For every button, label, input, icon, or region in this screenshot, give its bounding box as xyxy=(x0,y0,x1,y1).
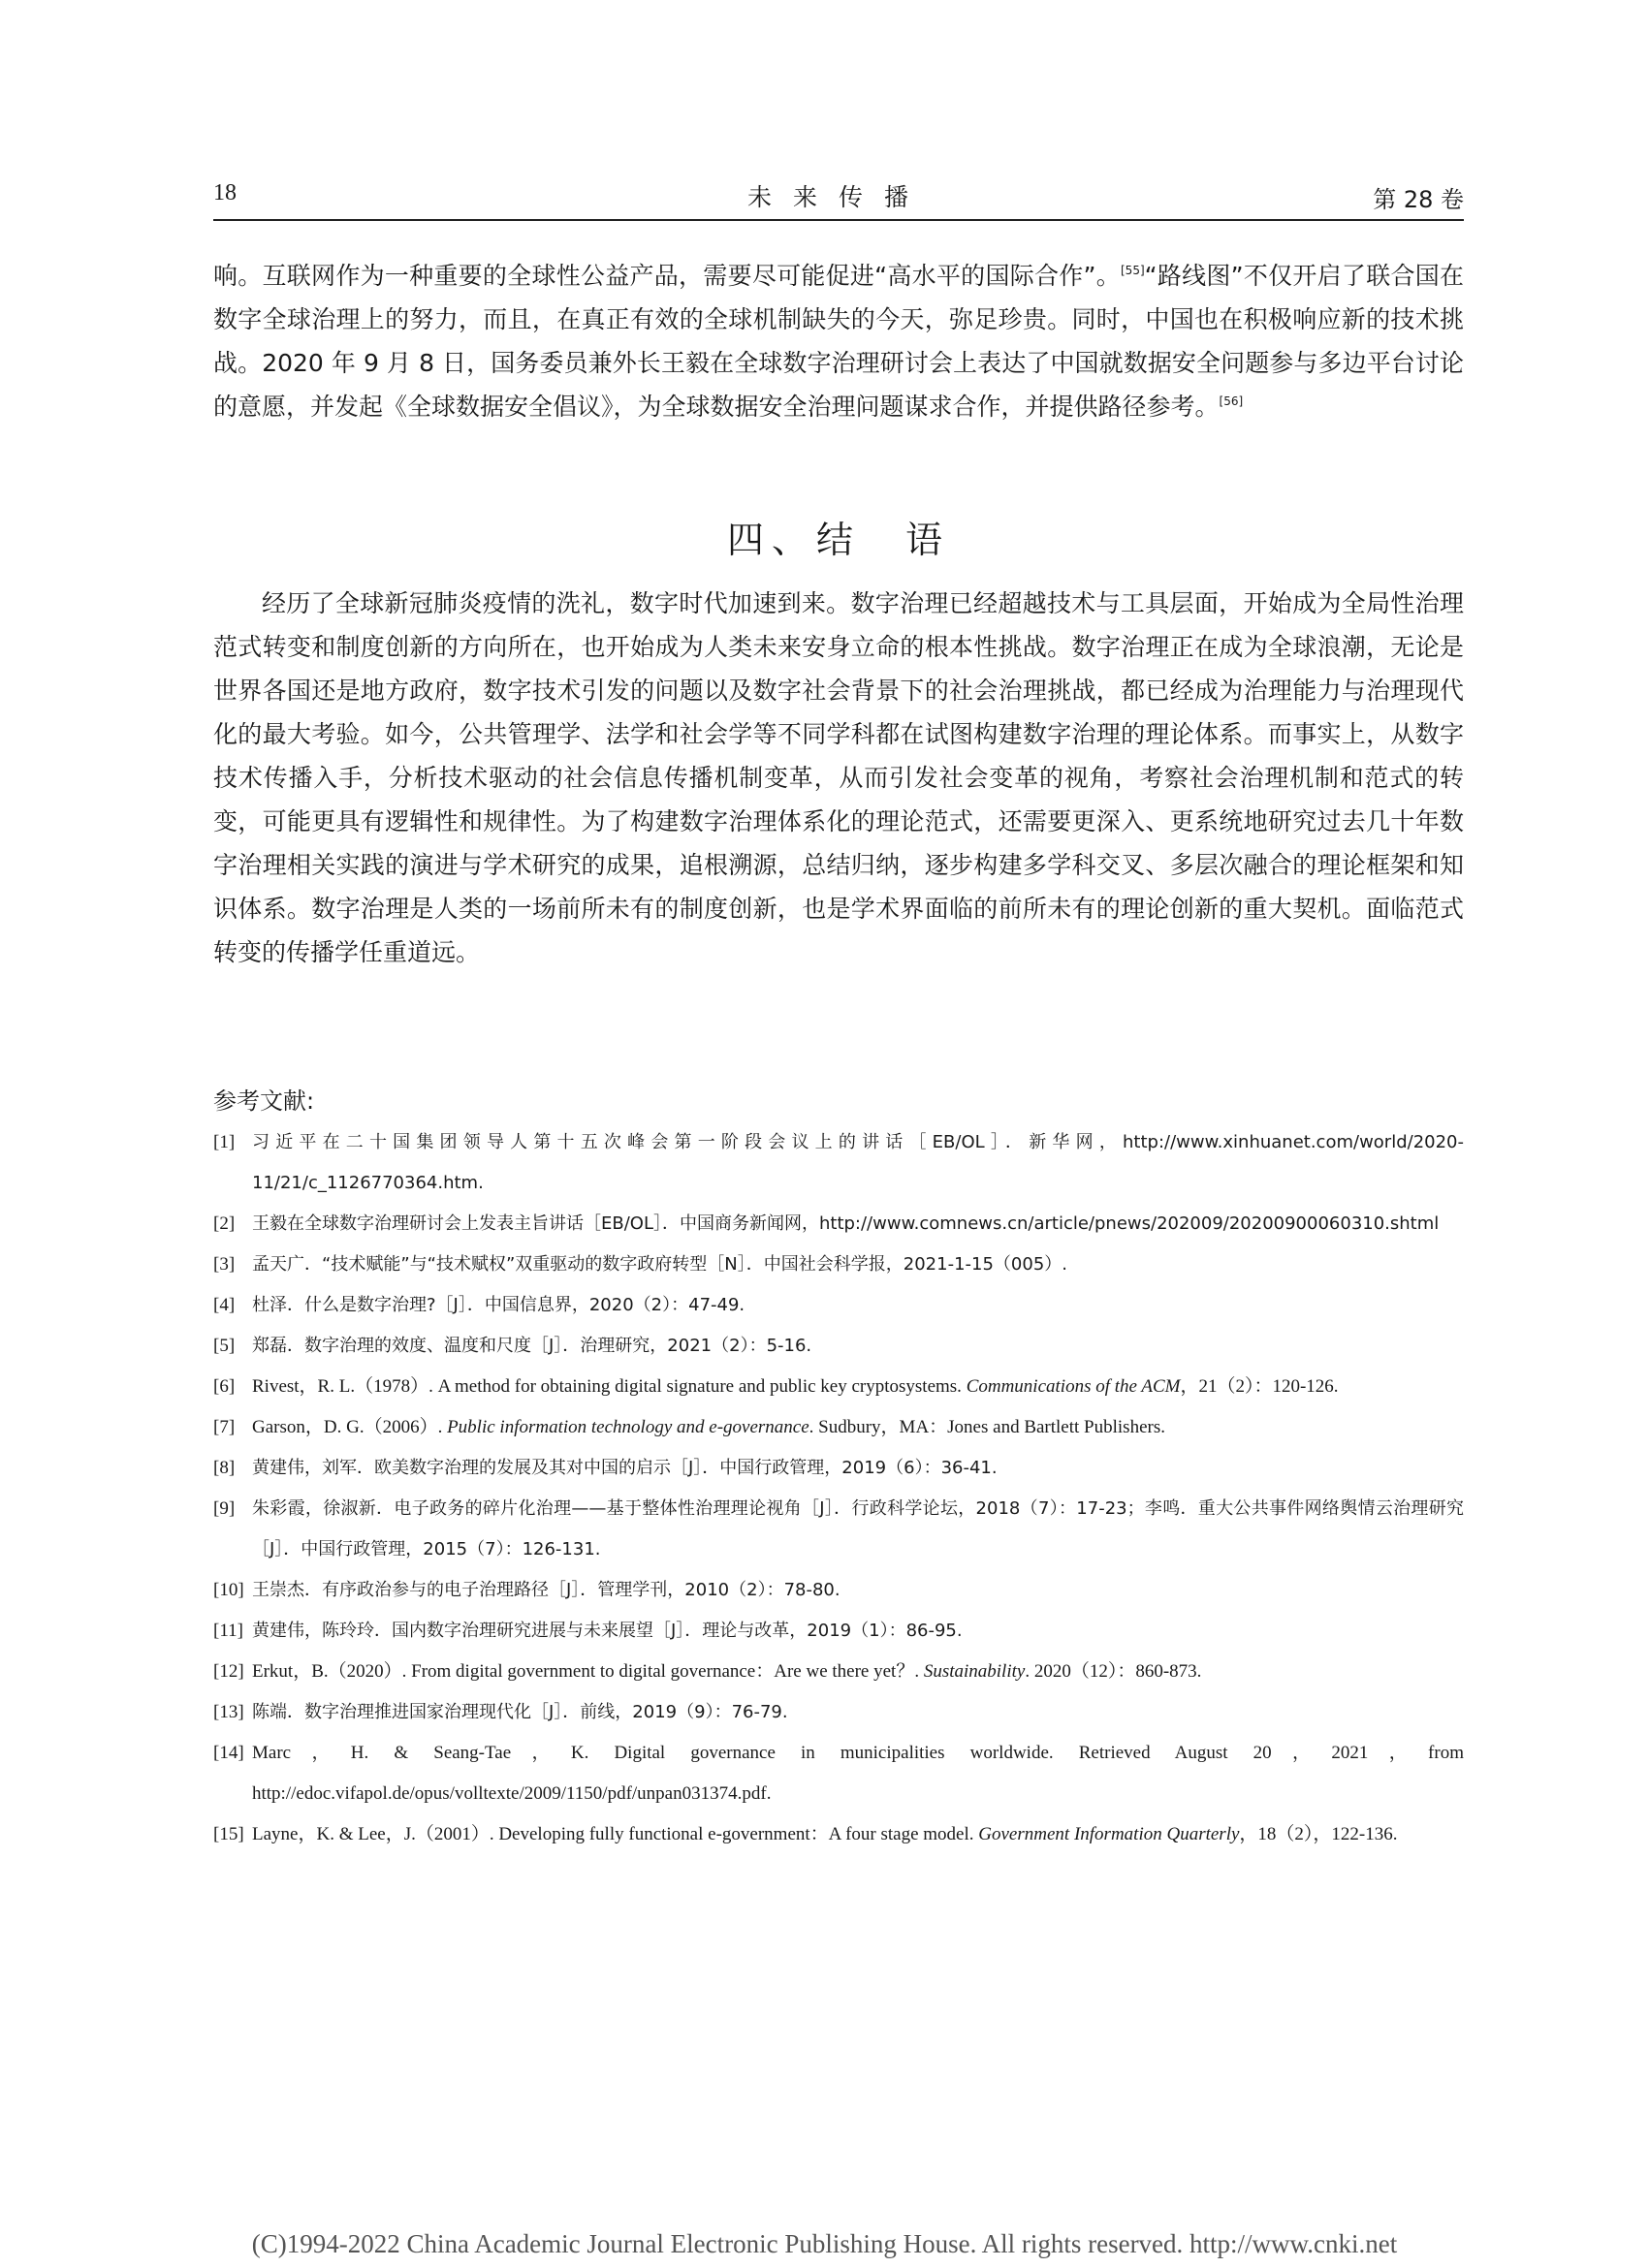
reference-source-title: Communications of the ACM xyxy=(966,1376,1181,1397)
reference-number: [12] xyxy=(213,1661,244,1682)
reference-number: [15] xyxy=(213,1824,244,1844)
reference-text: 王崇杰．有序政治参与的电子治理路径［J］．管理学刊，2010（2）：78-80. xyxy=(252,1580,840,1600)
reference-number: [11] xyxy=(213,1621,243,1641)
reference-number: [9] xyxy=(213,1498,236,1519)
reference-list xyxy=(213,1122,1464,1855)
reference-item xyxy=(213,1489,1464,1570)
reference-text: 黄建伟，陈玲玲．国内数字治理研究进展与未来展望［J］．理论与改革，2019（1）：86-95. xyxy=(252,1621,963,1641)
page-number: 18 xyxy=(213,180,237,205)
paragraph-text: “路线图”不仅开启了联合国在数字全球治理上的努力，而且，在真正有效的全球机制缺失的今天，弥足珍贵。同时，中国也在积极响应新的技术挑战。2020 年 9 月 8 日，国务委员兼外长王毅在全球数字治理研讨会上表达了中国就数据安全问题参与多边平台讨论的意愿，并发起《全球数据安全倡议》，为全球数据安全治理问题谋求合作，并提供路径参考。 xyxy=(213,262,1464,421)
reference-text: 习近平在二十国集团领导人第十五次峰会第一阶段会议上的讲话［EB/OL］．新华网，http://www.xinhuanet.com/world/2020-11/21/c_1126770364.htm. xyxy=(252,1132,1464,1193)
reference-number: [13] xyxy=(213,1702,244,1722)
citation-marker[interactable]: [55] xyxy=(1121,264,1145,277)
reference-number: [5] xyxy=(213,1336,236,1356)
reference-item xyxy=(213,1448,1464,1489)
reference-text: Garson，D. G.（2006）. xyxy=(252,1417,448,1437)
reference-number: [7] xyxy=(213,1417,236,1437)
reference-text: 杜泽．什么是数字治理?［J］．中国信息界，2020（2）：47-49. xyxy=(252,1295,745,1315)
section-heading: 四、结 语 xyxy=(726,519,950,561)
copyright-footer: (C)1994-2022 China Academic Journal Electronic Publishing House. All rights reserved. http://www.cnki.net xyxy=(251,2229,1398,2258)
reference-number: [1] xyxy=(213,1132,236,1152)
reference-item xyxy=(213,1326,1464,1367)
reference-text: ，21（2）：120-126. xyxy=(1180,1376,1339,1397)
reference-number: [4] xyxy=(213,1295,236,1315)
reference-text: Marc，H. & Seang-Tae，K. Digital governance in municipalities worldwide. Retrieved August 20，2021，from http://edoc.vifapol.de/opus/volltexte/2009/1150/pdf/unpan031374.pdf. xyxy=(252,1743,1464,1804)
reference-text: 孟天广．“技术赋能”与“技术赋权”双重驱动的数字政府转型［N］．中国社会科学报，2021-1-15（005）. xyxy=(252,1254,1067,1275)
reference-text: 陈端．数字治理推进国家治理现代化［J］．前线，2019（9）：76-79. xyxy=(252,1702,788,1722)
reference-number: [10] xyxy=(213,1580,244,1600)
reference-text: ，18（2），122-136. xyxy=(1239,1824,1398,1844)
reference-number: [8] xyxy=(213,1458,236,1478)
reference-number: [3] xyxy=(213,1254,236,1275)
citation-marker[interactable]: [56] xyxy=(1219,394,1244,408)
reference-text: Rivest，R. L.（1978）. A method for obtaining digital signature and public key cryptosystems. xyxy=(252,1376,967,1397)
reference-source-title: Government Information Quarterly xyxy=(978,1824,1240,1844)
header-divider xyxy=(213,219,1464,221)
reference-source-title: Public information technology and e-governance xyxy=(447,1417,809,1437)
reference-number: [14] xyxy=(213,1743,244,1763)
reference-text: . 2020（12）：860-873. xyxy=(1025,1661,1202,1682)
volume-label: 第 28 卷 xyxy=(1373,186,1464,213)
reference-text: 王毅在全球数字治理研讨会上发表主旨讲话［EB/OL］．中国商务新闻网，http://www.comnews.cn/article/pnews/202009/20200900060310.shtml xyxy=(252,1213,1440,1234)
reference-item xyxy=(213,1570,1464,1611)
reference-number: [2] xyxy=(213,1213,236,1234)
running-header xyxy=(213,180,1464,213)
paragraph-text: 响。互联网作为一种重要的全球性公益产品，需要尽可能促进“高水平的国际合作”。 xyxy=(213,262,1121,290)
references-heading: 参考文献: xyxy=(213,1087,315,1115)
reference-item xyxy=(213,1692,1464,1733)
reference-item xyxy=(213,1122,1464,1204)
reference-item xyxy=(213,1204,1464,1244)
reference-item xyxy=(213,1407,1464,1448)
reference-text: 郑磊．数字治理的效度、温度和尺度［J］．治理研究，2021（2）：5-16. xyxy=(252,1336,812,1356)
reference-text: 黄建伟，刘军．欧美数字治理的发展及其对中国的启示［J］．中国行政管理，2019（6）：36-41. xyxy=(252,1458,998,1478)
journal-title: 未来传播 xyxy=(746,183,930,211)
body-paragraph-2: 经历了全球新冠肺炎疫情的洗礼，数字时代加速到来。数字治理已经超越技术与工具层面，开始成为全局性治理范式转变和制度创新的方向所在，也开始成为人类未来安身立命的根本性挑战。数字治理正在成为全球浪潮，无论是世界各国还是地方政府，数字技术引发的问题以及数字社会背景下的社会治理挑战，都已经成为治理能力与治理现代化的最大考验。如今，公共管理学、法学和社会学等不同学科都在试图构建数字治理的理论体系。而事实上，从数字技术传播入手，分析技术驱动的社会信息传播机制变革，从而引发社会变革的视角，考察社会治理机制和范式的转变，可能更具有逻辑性和规律性。为了构建数字治理体系化的理论范式，还需要更深入、更系统地研究过去几十年数字治理相关实践的演进与学术研究的成果，追根溯源，总结归纳，逐步构建多学科交叉、多层次融合的理论框架和知识体系。数字治理是人类的一场前所未有的制度创新，也是学术界面临的前所未有的理论创新的重大契机。面临范式转变的传播学任重道远。 xyxy=(213,589,1464,966)
reference-number: [6] xyxy=(213,1376,236,1397)
reference-item xyxy=(213,1814,1464,1855)
reference-item xyxy=(213,1652,1464,1692)
reference-item xyxy=(213,1285,1464,1326)
reference-text: Erkut，B.（2020）. From digital government to digital governance：Are we there yet？. xyxy=(252,1661,924,1682)
reference-text: 朱彩霞，徐淑新．电子政务的碎片化治理——基于整体性治理理论视角［J］．行政科学论坛，2018（7）：17-23；李鸣．重大公共事件网络舆情云治理研究［J］．中国行政管理，2015（7）：126-131. xyxy=(252,1498,1464,1559)
reference-source-title: Sustainability xyxy=(923,1661,1026,1682)
reference-item xyxy=(213,1244,1464,1285)
reference-text: Layne，K. & Lee，J.（2001）. Developing fully functional e-government：A four stage model. xyxy=(252,1824,979,1844)
body-paragraph-1 xyxy=(213,254,1464,428)
reference-item xyxy=(213,1611,1464,1652)
reference-text: . Sudbury，MA：Jones and Bartlett Publishers. xyxy=(809,1417,1165,1437)
reference-item xyxy=(213,1367,1464,1407)
reference-item xyxy=(213,1733,1464,1814)
